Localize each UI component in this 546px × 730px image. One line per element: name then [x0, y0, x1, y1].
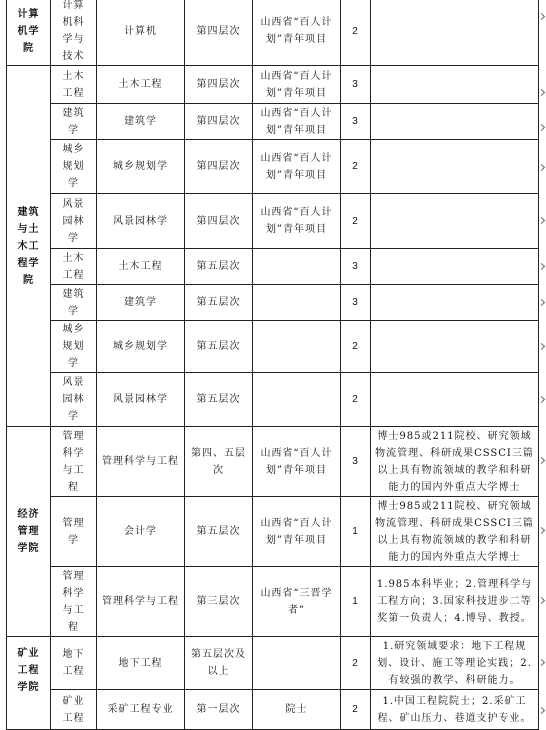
- talent-cell: 院士: [253, 690, 341, 730]
- requirement-cell: 1.985本科毕业；2.管理科学与工程方向；3.国家科技进步二等奖第一负责人；4.博导、教授。: [371, 567, 539, 637]
- count-cell: 1: [341, 567, 371, 637]
- requirement-cell: [371, 321, 539, 373]
- table-row: [7, 66, 539, 104]
- count-cell: 1: [341, 497, 371, 567]
- talent-cell: [253, 637, 341, 690]
- count-cell: 3: [341, 249, 371, 285]
- major-cell: 城乡规划学: [51, 140, 97, 194]
- major-cell: 地下工程: [51, 637, 97, 690]
- college-cell: 计算机学院: [7, 0, 51, 66]
- table-row: [7, 104, 539, 140]
- dept-cell: 建筑学: [97, 285, 185, 321]
- dept-cell: 地下工程: [97, 637, 185, 690]
- dept-cell: 采矿工程专业: [97, 690, 185, 730]
- level-cell: 第一层次: [185, 690, 253, 730]
- talent-cell: 山西省“百人计划”青年项目: [253, 140, 341, 194]
- row-end-mark: [538, 457, 545, 464]
- requirement-cell: [371, 66, 539, 104]
- requirement-cell: [371, 285, 539, 321]
- table-row: [7, 249, 539, 285]
- major-cell: 计算机科学与技术: [51, 0, 97, 66]
- talent-cell: 山西省“百人计划”青年项目: [253, 104, 341, 140]
- dept-cell: 城乡规划学: [97, 321, 185, 373]
- count-cell: 2: [341, 373, 371, 427]
- level-cell: 第五层次: [185, 285, 253, 321]
- table-row: [7, 637, 539, 690]
- level-cell: 第五层次: [185, 373, 253, 427]
- major-cell: 建筑学: [51, 285, 97, 321]
- requirement-cell: 1.中国工程院院士；2.采矿工程、矿山压力、巷道支护专业。: [371, 690, 539, 730]
- row-end-mark: [538, 527, 545, 534]
- major-cell: 管理学: [51, 497, 97, 567]
- talent-cell: [253, 321, 341, 373]
- table-row: [7, 194, 539, 249]
- dept-cell: 计算机: [97, 0, 185, 66]
- level-cell: 第四层次: [185, 66, 253, 104]
- major-cell: 城乡规划学: [51, 321, 97, 373]
- major-cell: 建筑学: [51, 104, 97, 140]
- level-cell: 第四层次: [185, 140, 253, 194]
- row-end-mark: [538, 124, 545, 131]
- dept-cell: 建筑学: [97, 104, 185, 140]
- major-cell: 土木工程: [51, 66, 97, 104]
- talent-cell: 山西省“百人计划”青年项目: [253, 497, 341, 567]
- level-cell: 第四层次: [185, 0, 253, 66]
- dept-cell: 风景园林学: [97, 373, 185, 427]
- talent-cell: [253, 249, 341, 285]
- college-cell: 经济管理学院: [7, 427, 51, 637]
- table-row: [7, 690, 539, 730]
- dept-cell: 土木工程: [97, 66, 185, 104]
- count-cell: 3: [341, 427, 371, 497]
- requirement-cell: 博士985或211院校、研究领域物流管理、科研成果CSSCI三篇以上具有物流领域的教学和科研能力的国内外重点大学博士: [371, 427, 539, 497]
- requirement-cell: [371, 0, 539, 66]
- dept-cell: 土木工程: [97, 249, 185, 285]
- count-cell: 2: [341, 0, 371, 66]
- row-end-mark: [538, 89, 545, 96]
- requirement-cell: [371, 373, 539, 427]
- requirement-cell: [371, 104, 539, 140]
- talent-cell: 山西省“三晋学者”: [253, 567, 341, 637]
- table-row: [7, 373, 539, 427]
- count-cell: 2: [341, 321, 371, 373]
- count-cell: 3: [341, 285, 371, 321]
- row-end-mark: [538, 707, 545, 714]
- count-cell: 2: [341, 140, 371, 194]
- requirement-cell: [371, 140, 539, 194]
- count-cell: 2: [341, 194, 371, 249]
- row-end-mark: [538, 343, 545, 350]
- talent-cell: 山西省“百人计划”青年项目: [253, 0, 341, 66]
- table-row: [7, 427, 539, 497]
- row-end-mark: [538, 263, 545, 270]
- major-cell: 管理科学与工程: [51, 567, 97, 637]
- row-end-mark: [538, 299, 545, 306]
- level-cell: 第五层次: [185, 497, 253, 567]
- row-end-mark: [538, 597, 545, 604]
- row-end-mark: [538, 13, 545, 20]
- row-end-mark: [538, 164, 545, 171]
- major-cell: 风景园林学: [51, 373, 97, 427]
- talent-cell: 山西省“百人计划”青年项目: [253, 427, 341, 497]
- count-cell: 2: [341, 690, 371, 730]
- recruitment-table: [6, 0, 539, 730]
- college-cell: 矿业工程学院: [7, 637, 51, 730]
- table-row: [7, 285, 539, 321]
- count-cell: 3: [341, 104, 371, 140]
- table-row: [7, 0, 539, 66]
- level-cell: 第三层次: [185, 567, 253, 637]
- college-cell: 建筑与土木工程学院: [7, 66, 51, 427]
- requirement-cell: [371, 194, 539, 249]
- level-cell: 第四、五层次: [185, 427, 253, 497]
- talent-cell: [253, 285, 341, 321]
- row-end-mark: [538, 217, 545, 224]
- major-cell: 矿业工程: [51, 690, 97, 730]
- row-end-mark: [538, 659, 545, 666]
- table-row: [7, 321, 539, 373]
- talent-cell: 山西省“百人计划”青年项目: [253, 194, 341, 249]
- dept-cell: 城乡规划学: [97, 140, 185, 194]
- level-cell: 第四层次: [185, 194, 253, 249]
- table-row: [7, 497, 539, 567]
- requirement-cell: 博士985或211院校、研究领域物流管理、科研成果CSSCI三篇以上具有物流领域的教学和科研能力的国内外重点大学博士: [371, 497, 539, 567]
- row-end-mark: [538, 396, 545, 403]
- requirement-cell: [371, 249, 539, 285]
- major-cell: 管理科学与工程: [51, 427, 97, 497]
- dept-cell: 风景园林学: [97, 194, 185, 249]
- major-cell: 土木工程: [51, 249, 97, 285]
- talent-cell: [253, 373, 341, 427]
- dept-cell: 会计学: [97, 497, 185, 567]
- level-cell: 第五层次: [185, 249, 253, 285]
- level-cell: 第四层次: [185, 104, 253, 140]
- dept-cell: 管理科学与工程: [97, 567, 185, 637]
- talent-cell: 山西省“百人计划”青年项目: [253, 66, 341, 104]
- table-row: [7, 567, 539, 637]
- table-row: [7, 140, 539, 194]
- count-cell: 2: [341, 637, 371, 690]
- requirement-cell: 1.研究领域要求：地下工程规划、设计、施工等理论实践；2.有较强的教学、科研能力。: [371, 637, 539, 690]
- level-cell: 第五层次及以上: [185, 637, 253, 690]
- major-cell: 风景园林学: [51, 194, 97, 249]
- level-cell: 第五层次: [185, 321, 253, 373]
- dept-cell: 管理科学与工程: [97, 427, 185, 497]
- count-cell: 3: [341, 66, 371, 104]
